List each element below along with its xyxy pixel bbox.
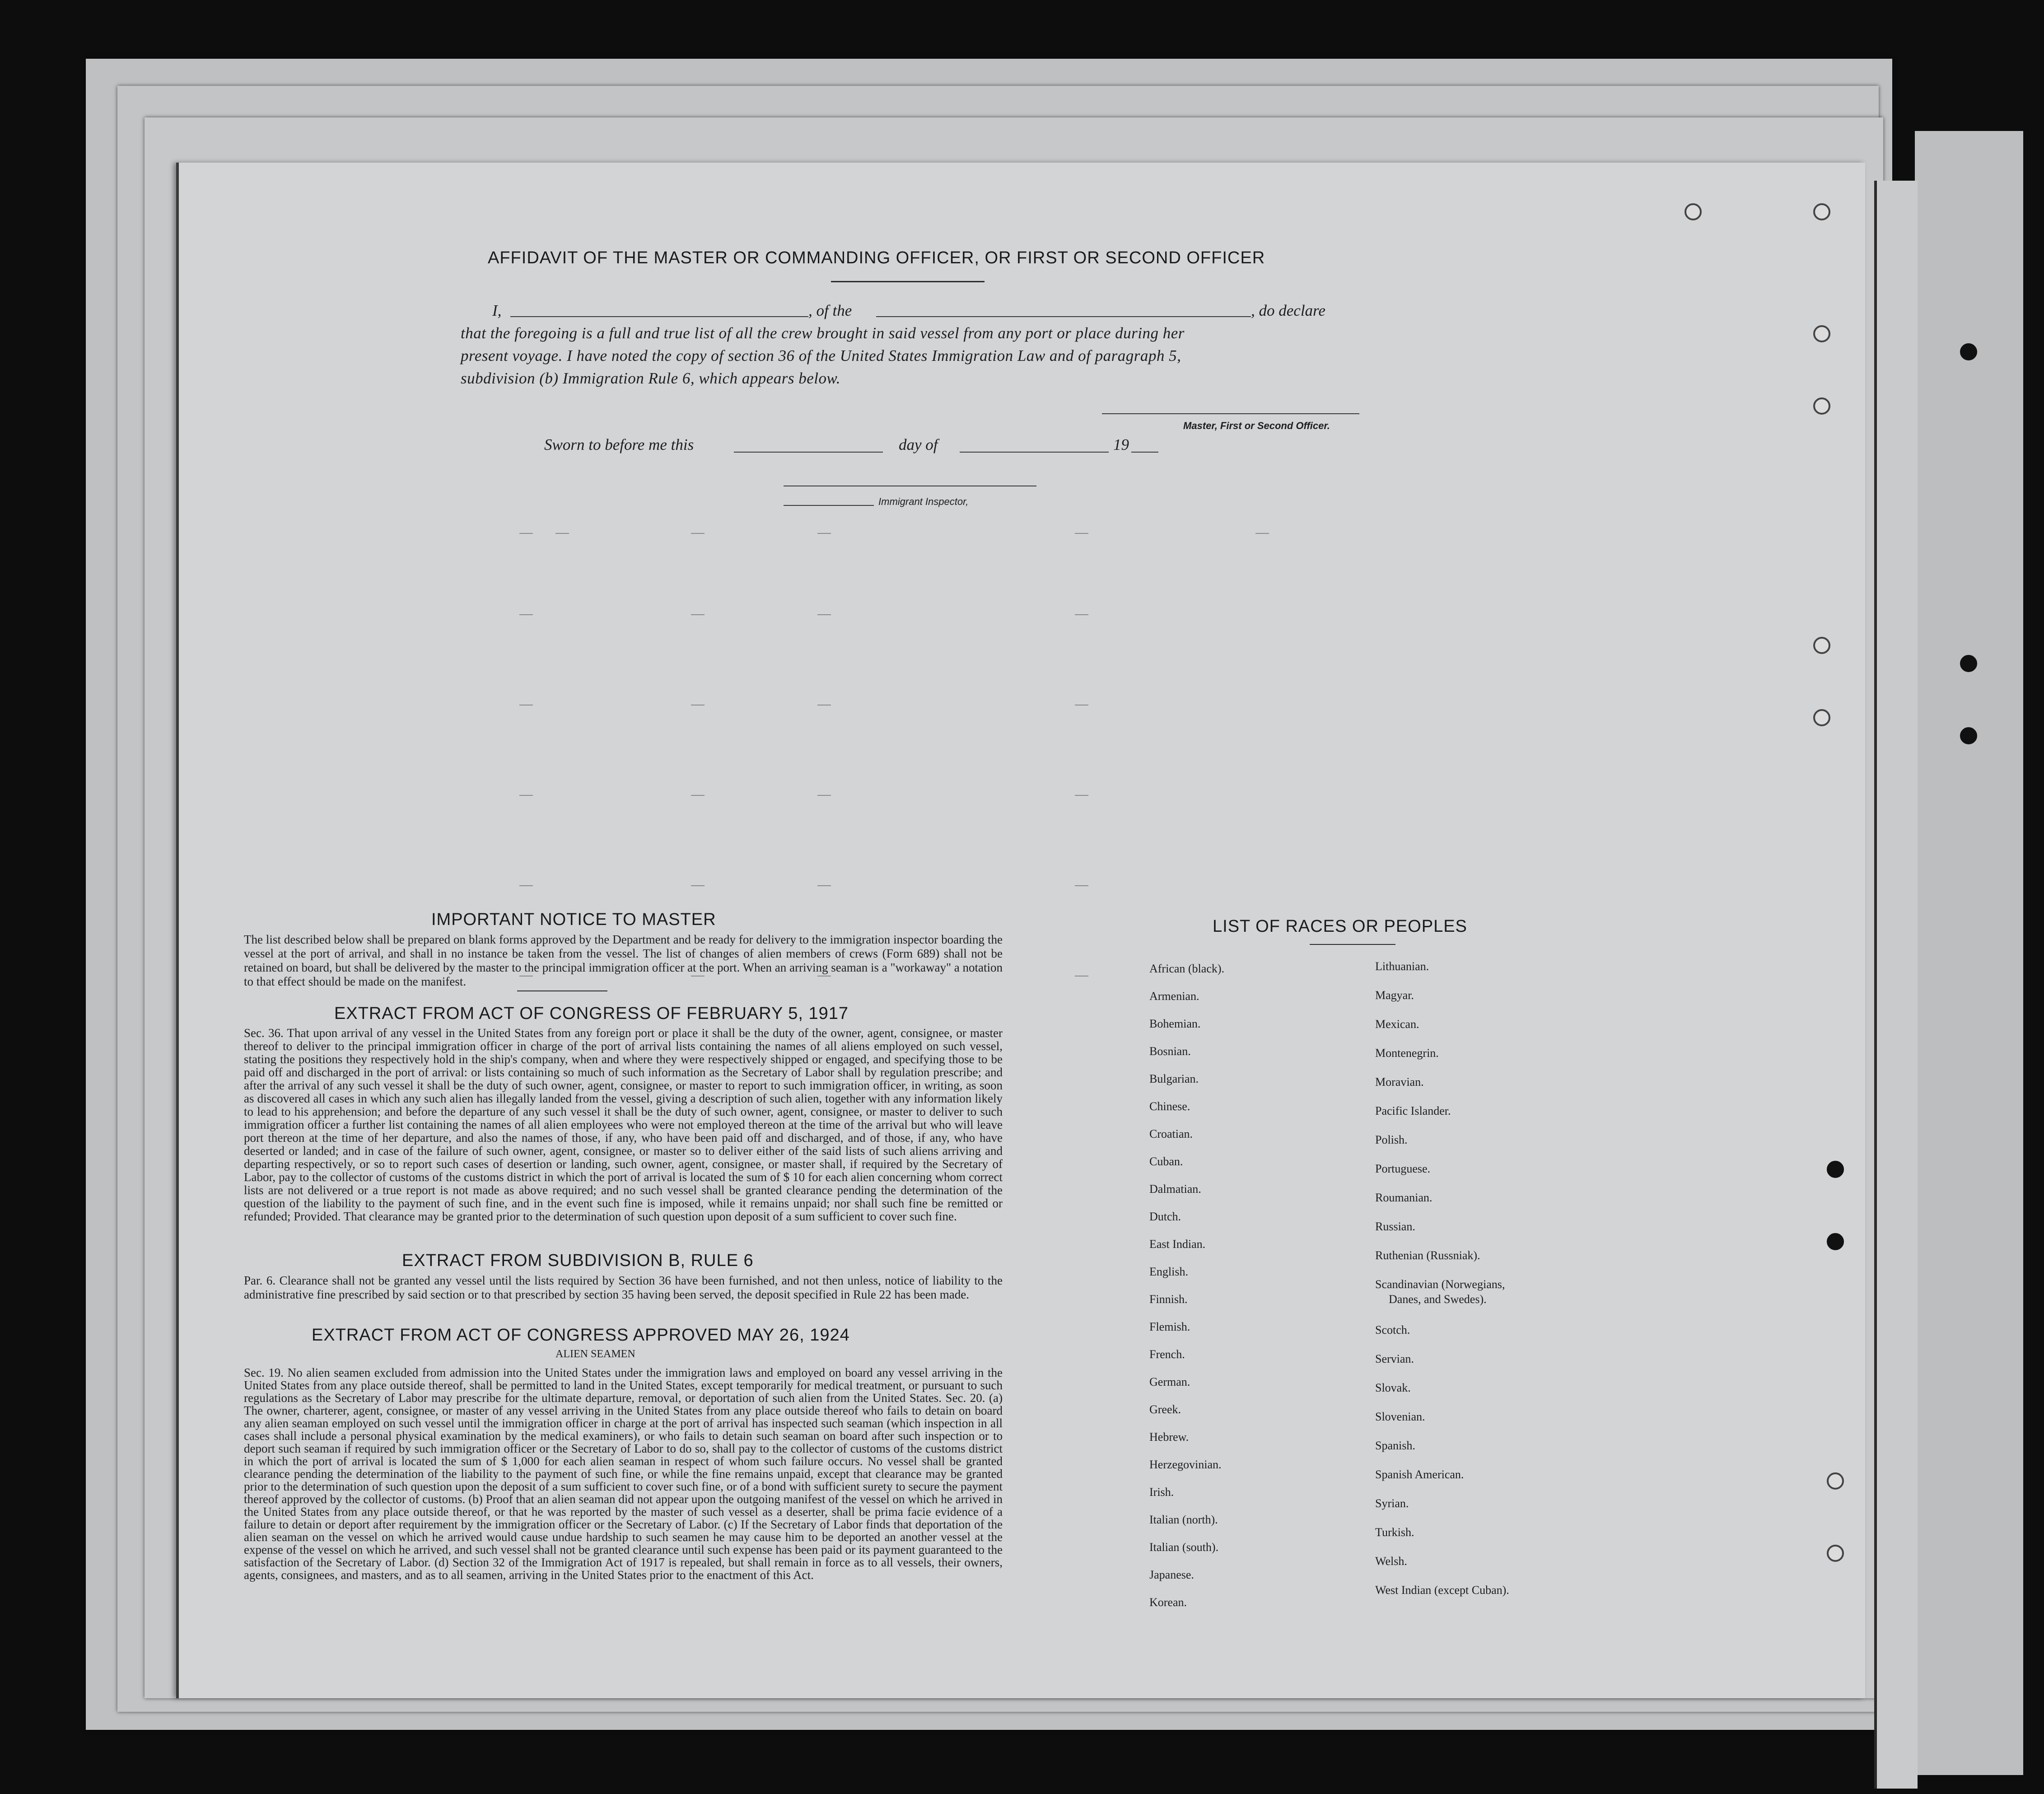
race-item: Armenian. [1149, 990, 1199, 1003]
race-item: Dalmatian. [1149, 1182, 1201, 1196]
affidavit-do-declare: , do declare [1251, 302, 1325, 319]
races-title: LIST OF RACES OR PEOPLES [1213, 917, 1467, 936]
race-item: Servian. [1375, 1352, 1414, 1365]
extract-1924-subtitle: ALIEN SEAMEN [555, 1348, 635, 1360]
race-item: Turkish. [1375, 1526, 1414, 1539]
race-item: Moravian. [1375, 1075, 1424, 1089]
inspector-blank [784, 505, 874, 506]
vessel-blank [876, 316, 1251, 317]
race-item: Korean. [1149, 1596, 1187, 1609]
punch-hole [1813, 325, 1830, 342]
race-item: Welsh. [1375, 1555, 1407, 1568]
race-item: Slovak. [1375, 1381, 1411, 1394]
manifest-back-page [176, 163, 1865, 1698]
extract-1917-text: Sec. 36. That upon arrival of any vessel in the United States from any foreign port or place it shall be the duty of the owner, agent, consignee, or master thereof to deliver to the principal immigration officer in charge of the port of arrival lists containing the names of all aliens employed on such vessel, stating the positions they respectively hold in the ship's company, when and where they were respectively shipped or engaged, and specifying those to be paid off and discharged in the port of arrival: or lists containing so much of such information as the Secretary of Labor shall by regulation prescribe; and after the arrival of any such vessel it shall be the duty of such owner, agent, consignee, or master to report to such immigration officer, in writing, as soon as discovered all cases in which any such alien has illegally landed from the vessel, giving a description of such alien, together with any information likely to lead to his apprehension; and before the departure of any such vessel it shall be the duty of such owner, agent, consignee, or master to deliver to such immigration officer a further list containing the names of all alien employees who were not employed thereon at the time of the arrival but who will leave port thereon at the time of her departure, and also the names of those, if any, who have been paid off and discharged, and of those, if any, who have deserted or landed; and in case of the failure of such owner, agent, consignee, or master so to deliver either of the said lists of such aliens arriving and departing respectively, or so to report such cases of desertion or landing, such owner, agent, consignee, or master shall, if required by the Secretary of Labor, pay to the collector of customs of the customs district in which the port of arrival is located the sum of $ 10 for each alien concerning whom correct lists are not delivered or a true report is not made as above required; and no such vessel shall be granted clearance pending the determination of the question of the liability to the payment of such fine, and in the event such fine is imposed, while it remains unpaid; nor shall such fine be remitted or refunded; Provided. That clearance may be granted prior to the determination of such question upon deposit of a sum sufficient to cover such fine. [244, 1026, 1003, 1223]
race-item: Polish. [1375, 1133, 1408, 1146]
race-item: Slovenian. [1375, 1410, 1425, 1423]
race-item: Irish. [1149, 1486, 1174, 1499]
punch-hole [1813, 709, 1830, 726]
race-item: Roumanian. [1375, 1191, 1433, 1204]
race-item: Pacific Islander. [1375, 1104, 1451, 1117]
race-item: Russian. [1375, 1220, 1415, 1233]
punch-hole [1827, 1472, 1844, 1490]
punch-hole [1813, 397, 1830, 415]
race-item: Dutch. [1149, 1210, 1181, 1223]
race-item: Scandinavian (Norwegians, [1375, 1278, 1505, 1291]
punch-hole [1960, 343, 1977, 360]
race-item: Ruthenian (Russniak). [1375, 1249, 1480, 1262]
month-blank [960, 452, 1109, 453]
punch-hole [1960, 655, 1977, 672]
punch-hole [1827, 1545, 1844, 1562]
race-item: Italian (south). [1149, 1541, 1219, 1554]
underlying-page-strip [1915, 131, 2023, 1775]
affidavit-line3: present voyage. I have noted the copy of section 36 of the United States Immigration Law and of paragraph 5, [461, 347, 1181, 364]
race-item: Magyar. [1375, 989, 1414, 1002]
affidavit-line2: that the foregoing is a full and true list of all the crew brought in said vessel from any port or place during her [461, 324, 1185, 342]
race-item: West Indian (except Cuban). [1375, 1584, 1509, 1597]
race-item: Finnish. [1149, 1293, 1188, 1306]
day-blank [734, 452, 883, 453]
punch-hole [1685, 203, 1702, 220]
race-item: German. [1149, 1375, 1190, 1388]
underlying-page-edge [1874, 181, 1918, 1789]
punch-hole [1960, 727, 1977, 744]
race-item: Portuguese. [1375, 1162, 1431, 1175]
race-item: Flemish. [1149, 1320, 1190, 1333]
affidavit-i: I, [492, 302, 502, 319]
race-item: Spanish American. [1375, 1468, 1464, 1481]
extract-1917-title: EXTRACT FROM ACT OF CONGRESS OF FEBRUARY 5, 1917 [334, 1004, 849, 1023]
notice-rule [517, 990, 607, 991]
page-edge [176, 163, 179, 1698]
race-item: Croatian. [1149, 1127, 1193, 1140]
race-item: Danes, and Swedes). [1389, 1293, 1487, 1306]
race-item: Scotch. [1375, 1323, 1410, 1336]
race-item: Syrian. [1375, 1497, 1409, 1510]
day-of-text: day of [899, 436, 938, 453]
race-item: Mexican. [1375, 1018, 1419, 1031]
race-item: Greek. [1149, 1403, 1181, 1416]
year-prefix: 19 [1113, 436, 1129, 453]
race-item: Lithuanian. [1375, 960, 1429, 973]
race-item: Italian (north). [1149, 1513, 1218, 1526]
name-blank [510, 316, 808, 317]
race-item: Spanish. [1375, 1439, 1415, 1452]
race-item: Bulgarian. [1149, 1072, 1199, 1085]
affidavit-of-the: , of the [808, 302, 852, 319]
title-rule [831, 281, 985, 282]
punch-hole [1813, 637, 1830, 654]
notice-title: IMPORTANT NOTICE TO MASTER [431, 910, 716, 929]
race-item: English. [1149, 1265, 1188, 1278]
race-item: East Indian. [1149, 1238, 1206, 1251]
race-item: Cuban. [1149, 1155, 1183, 1168]
race-item: French. [1149, 1348, 1185, 1361]
signature-caption: Master, First or Second Officer. [1183, 420, 1330, 431]
inspector-caption: Immigrant Inspector, [878, 496, 969, 507]
year-blank [1131, 452, 1158, 453]
signature-blank [1102, 413, 1359, 414]
race-item: Hebrew. [1149, 1430, 1189, 1444]
sworn-text: Sworn to before me this [544, 436, 694, 453]
punch-hole [1813, 203, 1830, 220]
races-rule [1310, 944, 1395, 945]
race-item: African (black). [1149, 962, 1225, 975]
race-item: Bohemian. [1149, 1017, 1201, 1030]
punch-hole [1827, 1161, 1844, 1178]
race-item: Herzegovinian. [1149, 1458, 1222, 1471]
notice-text: The list described below shall be prepared on blank forms approved by the Department and be ready for delivery to the immigration inspector boarding the vessel at the port of arrival, and shall in no instance be taken from the vessel. The list of changes of alien members of crews (Form 689) shall not be retained on board, but shall be delivered by the master to the principal immigration officer at the port. When an arriving seaman is a "workaway" a notation to that effect should be made on the manifest. [244, 933, 1003, 988]
punch-hole [1827, 1233, 1844, 1250]
extract-1924-text: Sec. 19. No alien seamen excluded from admission into the United States under the immigration laws and employed on board any vessel arriving in the United States from any place outside thereof, shall be permitted to land in the United States, except temporarily for medical treatment, or pursuant to such regulations as the Secretary of Labor may prescribe for the ultimate departure, removal, or deportation of such alien from the United States. Sec. 20. (a) The owner, charterer, agent, consignee, or master of any vessel arriving in the United States from any place outside thereof who fails to detain on board any alien seaman employed on such vessel until the immigration officer in charge at the port of arrival has inspected such seaman (which inspection in all cases shall include a personal physical examination by the medical examiners), or who fails to detain such seaman on board after such inspection or to deport such seaman if required by such immigration officer or the Secretary of Labor to do so, shall pay to the collector of customs of the customs district in which the port of arrival is located the sum of $ 1,000 for each alien seaman in respect of whom such failure occurs. No vessel shall be granted clearance pending the determination of the liability to the payment of such fine, or while the fine remains unpaid, except that clearance may be granted prior to the determination of such question upon the deposit of a sum sufficient to cover such fine, or of a bond with sufficient surety to secure the payment thereof approved by the collector of customs. (b) Proof that an alien seaman did not appear upon the outgoing manifest of the vessel on which he arrived in the United States from any place outside thereof, or that he was reported by the master of such vessel as a deserter, shall be prima facie evidence of a failure to detain or deport after requirement by the immigration officer or the Secretary of Labor. (c) If the Secretary of Labor finds that deportation of the alien seaman on the vessel on which he arrived would cause undue hardship to such seamen he may cause him to be deported an another vessel at the expense of the vessel on which he arrived, and such vessel shall not be granted clearance until such expense has been paid or its payment guaranteed to the satisfaction of the Secretary of Labor. (d) Section 32 of the Immigration Act of 1917 is repealed, but shall remain in force as to all vessels, their owners, agents, consignees, and masters, and as to all seamen, arriving in the United States prior to the enactment of this Act. [244, 1366, 1003, 1582]
race-item: Bosnian. [1149, 1045, 1191, 1058]
race-item: Chinese. [1149, 1100, 1190, 1113]
extract-rule6-text: Par. 6. Clearance shall not be granted any vessel until the lists required by Section 36 have been furnished, and not then unless, notice of liability to the administrative fine prescribed by said section or to that prescribed by section 35 having been served, the deposit specified in Rule 22 has been made. [244, 1274, 1003, 1301]
extract-1924-title: EXTRACT FROM ACT OF CONGRESS APPROVED MAY 26, 1924 [312, 1326, 850, 1345]
extract-rule6-title: EXTRACT FROM SUBDIVISION B, RULE 6 [402, 1251, 754, 1270]
affidavit-title: AFFIDAVIT OF THE MASTER OR COMMANDING OFFICER, OR FIRST OR SECOND OFFICER [488, 248, 1265, 267]
race-item: Montenegrin. [1375, 1046, 1439, 1060]
affidavit-line4: subdivision (b) Immigration Rule 6, which appears below. [461, 369, 841, 387]
race-item: Japanese. [1149, 1568, 1194, 1581]
